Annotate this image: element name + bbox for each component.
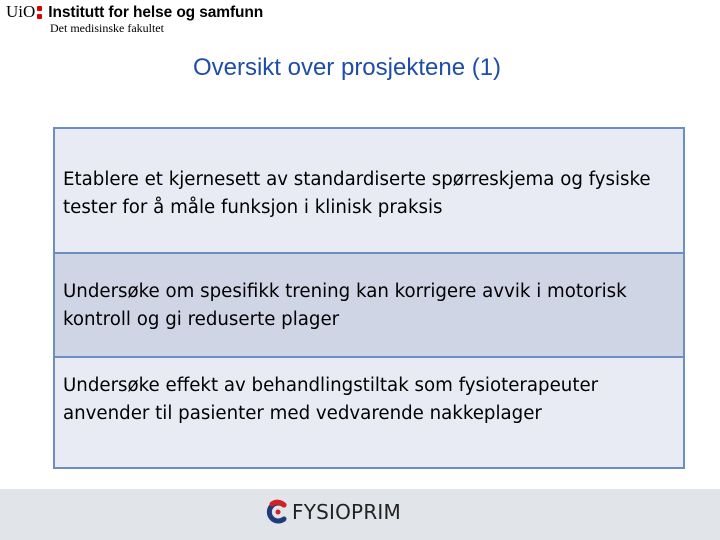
header-logo-row [6,2,263,22]
project-item-1: Etablere et kjernesett av standardiserte spørreskjema og fysiske tester for å måle funksjon i klinisk praksis [55,129,683,254]
project-item-3: Undersøke effekt av behandlingstiltak som fysioterapeuter anvender til pasienter med vedvarende nakkeplager [55,358,683,467]
project-item-2: Undersøke om spesifikk trening kan korrigere avvik i motorisk kontroll og gi reduserte plager [55,254,683,358]
fysioprim-logo [264,499,401,525]
fysioprim-logo-text: FYSIOPRIM [292,500,401,524]
project-list [53,127,685,469]
uio-logo-text: UiO [6,2,36,21]
uio-logo [6,2,42,22]
slide-title: Oversikt over prosjektene (1) [192,54,502,81]
institute-name: Institutt for helse og samfunn [48,4,264,21]
faculty-name: Det medisinske fakultet [50,21,164,35]
header [6,2,263,36]
uio-colon-icon [37,6,42,19]
fysioprim-mark-icon [264,499,290,525]
